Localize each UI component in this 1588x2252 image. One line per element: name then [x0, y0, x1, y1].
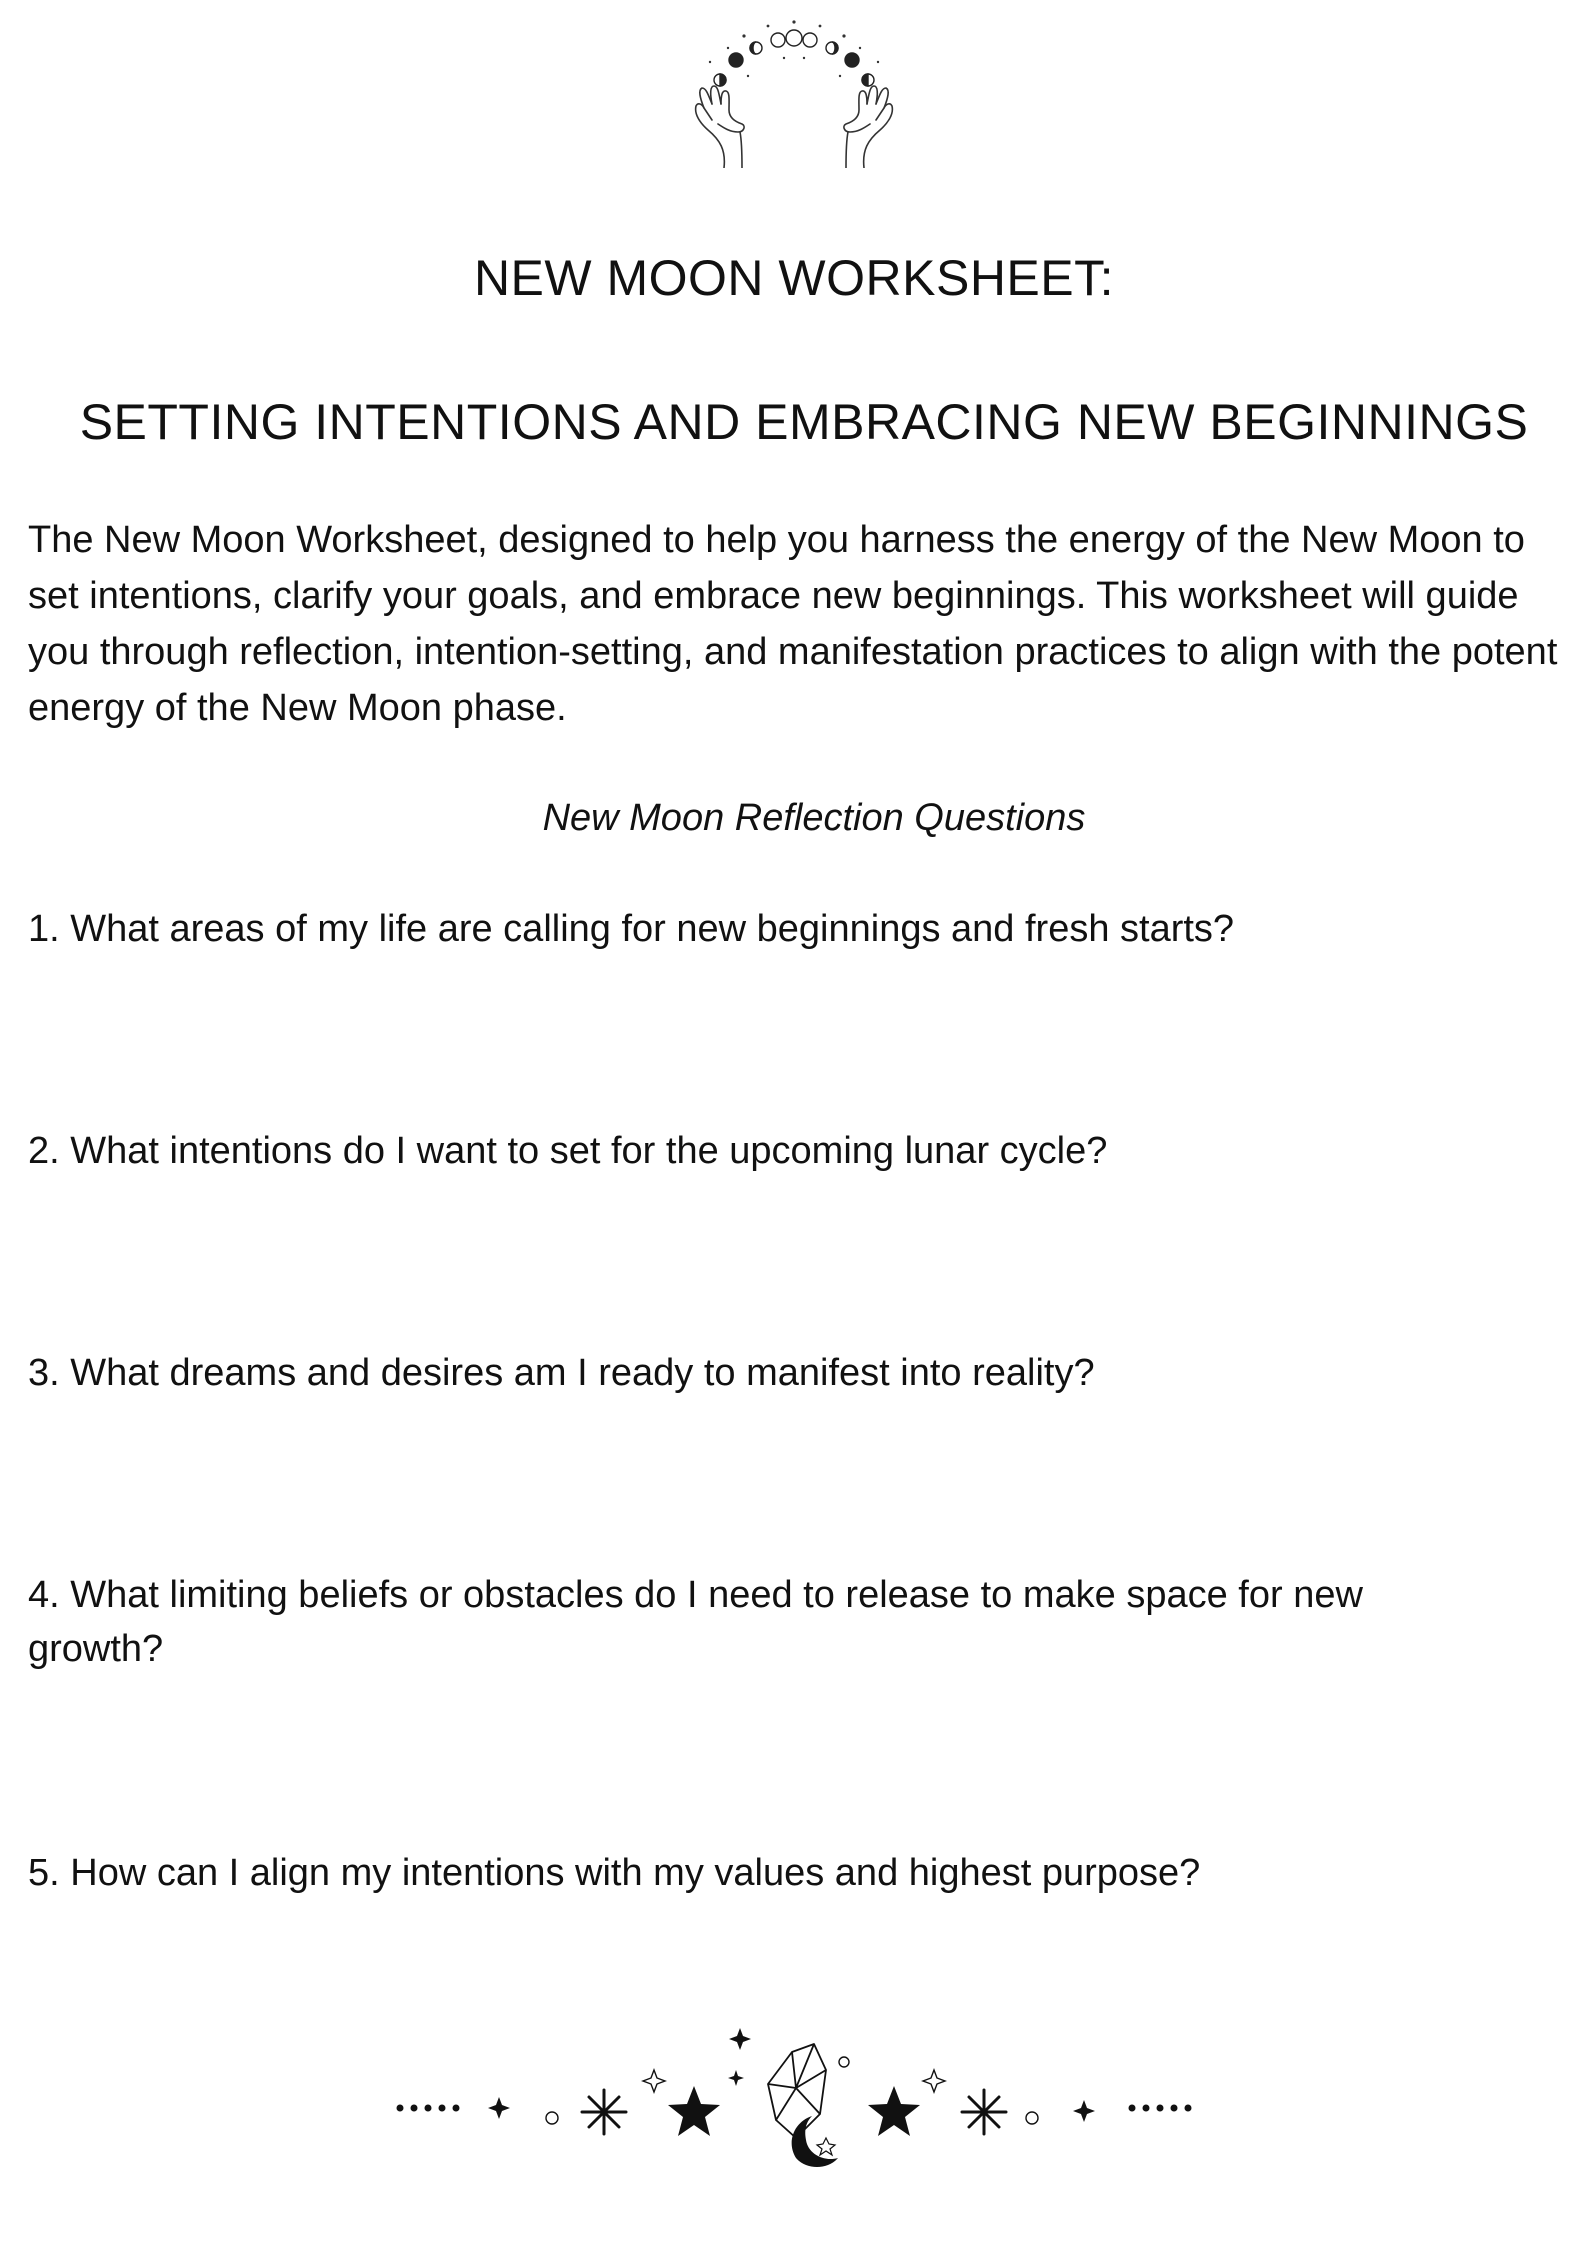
- question-4: 4. What limiting beliefs or obstacles do I need to release to make space for new growth?: [28, 1574, 1363, 1670]
- worksheet-title: NEW MOON WORKSHEET:: [473, 250, 1115, 306]
- crystal-moon-stars-divider-icon: [384, 2010, 1204, 2170]
- question-5: 5. How can I align my intentions with my values and highest purpose?: [28, 1852, 1201, 1894]
- question-2: 2. What intentions do I want to set for the upcoming lunar cycle?: [28, 1130, 1108, 1172]
- section-heading: New Moon Reflection Questions: [542, 797, 1086, 839]
- question-1: 1. What areas of my life are calling for new beginnings and fresh starts?: [28, 908, 1235, 950]
- intro-paragraph: The New Moon Worksheet, designed to help you harness the energy of the New Moon to set intentions, clarify your goals, and embrace new beginnings. This worksheet will guide you through reflection, intention-setting, and manifestation practices to align with the potent energy of the New Moon phase.: [28, 519, 1558, 729]
- worksheet-subtitle: SETTING INTENTIONS AND EMBRACING NEW BEGINNINGS: [79, 394, 1529, 450]
- question-3: 3. What dreams and desires am I ready to manifest into reality?: [28, 1352, 1095, 1394]
- hands-with-moon-phases-icon: [684, 18, 904, 168]
